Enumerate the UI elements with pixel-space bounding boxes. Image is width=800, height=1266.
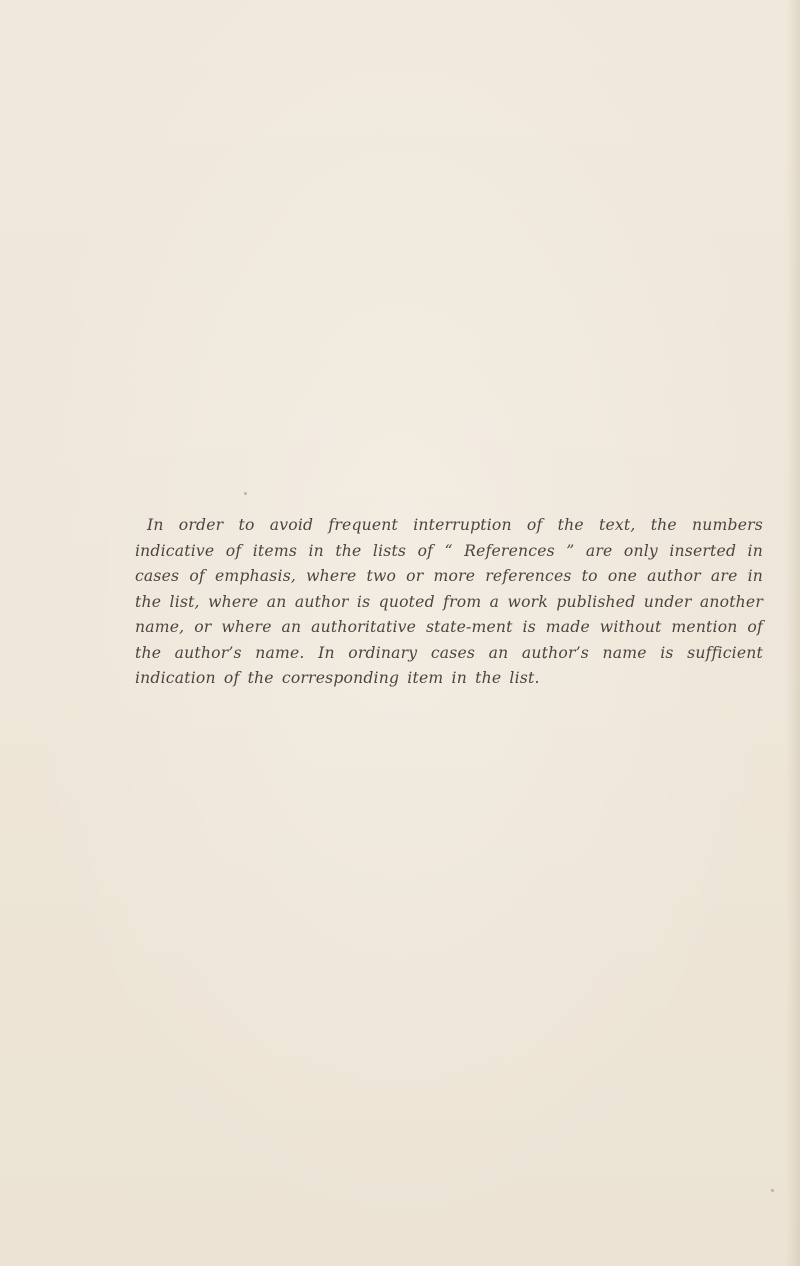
paper-speck [244,492,247,495]
references-note-paragraph: In order to avoid frequent interruption of the text, the numbers indicative of items in the lists of “ References ” are only inserted in cases of emphasis, where two or more references to one author are in the list, where an author is quoted from a work published under another name, or where an authoritative state-ment is made without mention of the author’s name. In ordinary cases an author’s name is sufficient indication of the corresponding item in the list. [135,516,763,687]
paper-speck [771,1189,774,1192]
page-edge-shadow [786,0,800,1266]
